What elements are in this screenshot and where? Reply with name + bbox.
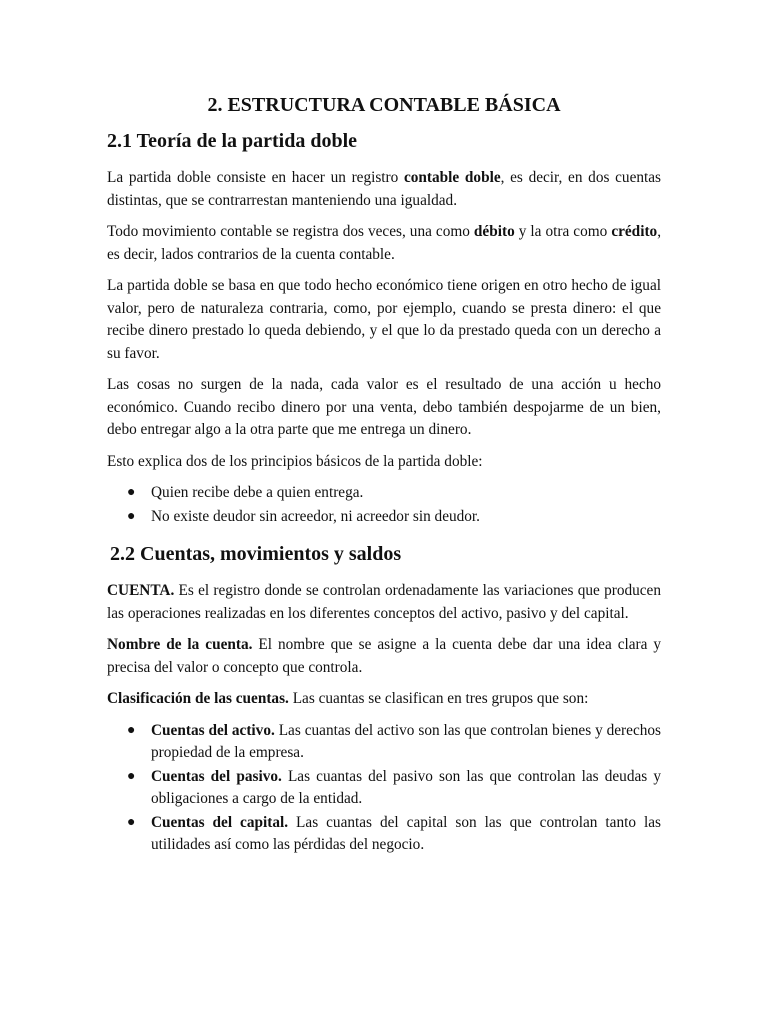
text-run: Es el registro donde se controlan ordenadamente las variaciones que producen las operaciones realizadas en los diferentes conceptos del activo, pasivo y del capital.	[107, 582, 661, 622]
paragraph-cosas-no-surgen: Las cosas no surgen de la nada, cada valor es el resultado de una acción u hecho económico. Cuando recibo dinero por una venta, debo también despojarme de un bien, debo entregar algo a la otra parte que me entrega un dinero.	[107, 376, 661, 438]
bold-term-contable-doble: contable doble	[403, 169, 501, 186]
bullet-icon: ●	[127, 768, 136, 784]
bold-term-credito: crédito	[611, 223, 658, 240]
paragraph-nombre-cuenta	[107, 634, 661, 679]
paragraph-principios-intro: Esto explica dos de los principios básicos de la partida doble:	[107, 452, 483, 470]
document-title: 2. ESTRUCTURA CONTABLE BÁSICA	[207, 94, 561, 116]
list-item	[107, 766, 661, 811]
list-item	[107, 720, 661, 765]
text-run: Todo movimiento contable se registra dos veces, una como	[107, 223, 474, 240]
list-item-text: Las cuantas del pasivo son las que controlan las deudas y obligaciones a cargo de la entidad.	[151, 767, 661, 807]
paragraph-debito-credito	[107, 221, 661, 266]
section-heading-cuentas: 2.2 Cuentas, movimientos y saldos	[110, 543, 402, 565]
bullet-icon: ●	[127, 722, 136, 738]
text-run: El nombre que se asigne a la cuenta debe dar una idea clara y precisa del valor o concepto que controla.	[107, 636, 661, 676]
bold-term-nombre-cuenta: Nombre de la cuenta.	[107, 636, 253, 653]
text-run: Las cuantas se clasifican en tres grupos que son:	[288, 690, 589, 707]
bold-term-cuenta: CUENTA.	[107, 582, 175, 599]
principios-list	[107, 482, 661, 528]
text-run: , es decir, lados contrarios de la cuenta contable.	[107, 223, 662, 263]
bold-term-capital: Cuentas del capital.	[151, 813, 289, 831]
paragraph-cuenta-definition	[107, 580, 661, 625]
bullet-icon: ●	[127, 485, 136, 500]
bold-term-activo: Cuentas del activo.	[151, 721, 275, 739]
text-run: y la otra como	[514, 223, 612, 240]
paragraph-clasificacion	[107, 688, 661, 711]
bold-term-clasificacion: Clasificación de las cuentas.	[107, 690, 289, 707]
list-item	[107, 482, 661, 505]
paragraph-partida-doble-definition	[107, 167, 661, 212]
list-item	[107, 812, 661, 857]
list-item-text: Las cuantas del activo son las que controlan bienes y derechos propiedad de la empresa.	[151, 721, 661, 761]
bullet-icon: ●	[127, 508, 136, 524]
list-item-text: Las cuantas del capital son las que controlan tanto las utilidades así como las pérdidas del negocio.	[151, 813, 661, 853]
bullet-icon: ●	[127, 814, 136, 830]
paragraph-hecho-economico: La partida doble se basa en que todo hecho económico tiene origen en otro hecho de igual valor, pero de naturaleza contraria, como, por ejemplo, cuando se presta dinero: el que recibe dinero prestado lo queda debiendo, y el que lo da prestado queda con un derecho a su favor.	[107, 277, 661, 362]
bold-term-debito: débito	[473, 223, 515, 240]
list-item	[107, 506, 661, 529]
clasificacion-list	[107, 720, 661, 857]
text-run: , es decir, en dos cuentas distintas, que se contrarrestan manteniendo una igualdad.	[107, 169, 661, 209]
text-run: La partida doble consiste en hacer un registro	[107, 169, 404, 186]
section-heading-partida-doble: 2.1 Teoría de la partida doble	[107, 130, 358, 152]
bold-term-pasivo: Cuentas del pasivo.	[151, 767, 282, 785]
list-item-text: No existe deudor sin acreedor, ni acreedor sin deudor.	[151, 507, 481, 525]
list-item-text: Quien recibe debe a quien entrega.	[151, 484, 364, 501]
